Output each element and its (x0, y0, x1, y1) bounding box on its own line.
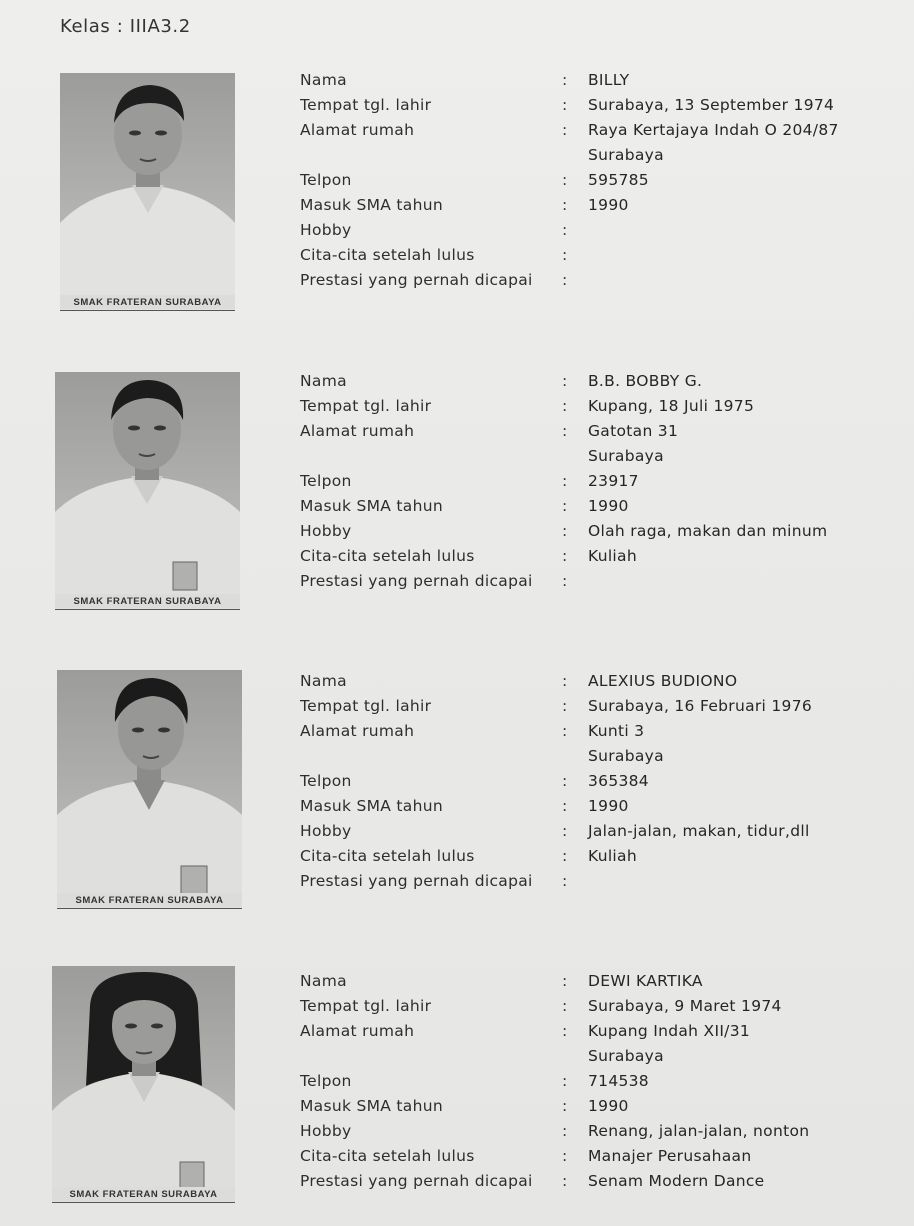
value-prestasi: Senam Modern Dance (588, 1172, 765, 1190)
value-ttl: Surabaya, 13 September 1974 (588, 96, 835, 114)
colon: : (562, 522, 568, 540)
row-cita (300, 243, 900, 268)
row-alamat-cont (300, 1044, 900, 1069)
colon: : (562, 372, 568, 390)
row-hobby (300, 218, 900, 243)
label-prestasi: Prestasi yang pernah dicapai (300, 872, 533, 890)
colon: : (562, 997, 568, 1015)
colon: : (562, 497, 568, 515)
value-hobby: Renang, jalan-jalan, nonton (588, 1122, 810, 1140)
value-masuk: 1990 (588, 1097, 629, 1115)
student-photo (52, 966, 235, 1203)
value-masuk: 1990 (588, 797, 629, 815)
colon: : (562, 847, 568, 865)
colon: : (562, 872, 568, 890)
colon: : (562, 1147, 568, 1165)
label-hobby: Hobby (300, 822, 352, 840)
label-ttl: Tempat tgl. lahir (300, 96, 432, 114)
value-alamat-line2: Surabaya (588, 146, 664, 164)
row-nama (300, 68, 900, 93)
row-masuk (300, 794, 900, 819)
label-nama: Nama (300, 672, 347, 690)
class-heading (60, 16, 191, 37)
row-prestasi (300, 569, 900, 594)
label-prestasi: Prestasi yang pernah dicapai (300, 271, 533, 289)
row-ttl (300, 93, 900, 118)
student-entry-4 (0, 969, 914, 1219)
student-details (300, 969, 900, 1194)
value-telpon: 365384 (588, 772, 649, 790)
row-alamat-cont (300, 444, 900, 469)
student-entry-1 (0, 68, 914, 318)
colon: : (562, 246, 568, 264)
row-hobby (300, 519, 900, 544)
photo-caption: SMAK FRATERAN SURABAYA (52, 1187, 235, 1201)
row-alamat-cont (300, 744, 900, 769)
colon: : (562, 96, 568, 114)
colon: : (562, 1122, 568, 1140)
row-masuk (300, 1094, 900, 1119)
label-hobby: Hobby (300, 1122, 352, 1140)
value-telpon: 23917 (588, 472, 639, 490)
photo-caption: SMAK FRATERAN SURABAYA (57, 893, 242, 907)
student-details (300, 369, 900, 594)
colon: : (562, 171, 568, 189)
colon: : (562, 472, 568, 490)
value-ttl: Kupang, 18 Juli 1975 (588, 397, 755, 415)
colon: : (562, 972, 568, 990)
value-hobby: Jalan-jalan, makan, tidur,dll (588, 822, 810, 840)
value-ttl: Surabaya, 9 Maret 1974 (588, 997, 782, 1015)
student-photo (60, 73, 235, 311)
row-nama (300, 369, 900, 394)
row-nama (300, 669, 900, 694)
value-cita: Kuliah (588, 847, 637, 865)
value-alamat-line1: Raya Kertajaya Indah O 204/87 (588, 121, 839, 139)
row-cita (300, 844, 900, 869)
student-details (300, 68, 900, 293)
row-cita (300, 544, 900, 569)
photo-caption: SMAK FRATERAN SURABAYA (60, 295, 235, 309)
label-alamat: Alamat rumah (300, 1022, 415, 1040)
colon: : (562, 71, 568, 89)
colon: : (562, 572, 568, 590)
row-ttl (300, 994, 900, 1019)
row-masuk (300, 193, 900, 218)
label-telpon: Telpon (300, 1072, 352, 1090)
value-nama: B.B. BOBBY G. (588, 372, 703, 390)
row-prestasi (300, 268, 900, 293)
colon: : (562, 1022, 568, 1040)
value-telpon: 595785 (588, 171, 649, 189)
row-alamat (300, 118, 900, 143)
row-telpon (300, 469, 900, 494)
class-value: IIIA3.2 (129, 16, 191, 37)
label-cita: Cita-cita setelah lulus (300, 1147, 475, 1165)
student-details (300, 669, 900, 894)
value-alamat-line2: Surabaya (588, 747, 664, 765)
value-alamat-line1: Kunti 3 (588, 722, 645, 740)
label-prestasi: Prestasi yang pernah dicapai (300, 1172, 533, 1190)
photo-caption: SMAK FRATERAN SURABAYA (55, 594, 240, 608)
row-telpon (300, 168, 900, 193)
row-prestasi (300, 869, 900, 894)
label-nama: Nama (300, 372, 347, 390)
label-cita: Cita-cita setelah lulus (300, 547, 475, 565)
value-hobby: Olah raga, makan dan minum (588, 522, 828, 540)
colon: : (562, 271, 568, 289)
label-prestasi: Prestasi yang pernah dicapai (300, 572, 533, 590)
value-alamat-line2: Surabaya (588, 1047, 664, 1065)
value-alamat-line1: Kupang Indah XII/31 (588, 1022, 751, 1040)
student-photo (57, 670, 242, 909)
student-entry-2 (0, 369, 914, 619)
colon: : (562, 722, 568, 740)
label-telpon: Telpon (300, 772, 352, 790)
colon: : (562, 1072, 568, 1090)
row-alamat-cont (300, 143, 900, 168)
colon: : (562, 797, 568, 815)
row-masuk (300, 494, 900, 519)
label-hobby: Hobby (300, 522, 352, 540)
colon: : (562, 672, 568, 690)
colon: : (562, 822, 568, 840)
row-telpon (300, 769, 900, 794)
row-alamat (300, 419, 900, 444)
value-nama: DEWI KARTIKA (588, 972, 703, 990)
student-entry-3 (0, 669, 914, 919)
colon: : (562, 221, 568, 239)
row-hobby (300, 1119, 900, 1144)
label-cita: Cita-cita setelah lulus (300, 847, 475, 865)
row-ttl (300, 694, 900, 719)
row-hobby (300, 819, 900, 844)
label-alamat: Alamat rumah (300, 722, 415, 740)
colon: : (562, 697, 568, 715)
label-telpon: Telpon (300, 472, 352, 490)
value-cita: Kuliah (588, 547, 637, 565)
label-nama: Nama (300, 972, 347, 990)
value-nama: BILLY (588, 71, 630, 89)
label-cita: Cita-cita setelah lulus (300, 246, 475, 264)
label-ttl: Tempat tgl. lahir (300, 397, 432, 415)
label-masuk: Masuk SMA tahun (300, 797, 443, 815)
row-cita (300, 1144, 900, 1169)
value-telpon: 714538 (588, 1072, 649, 1090)
value-masuk: 1990 (588, 497, 629, 515)
label-hobby: Hobby (300, 221, 352, 239)
row-prestasi (300, 1169, 900, 1194)
row-telpon (300, 1069, 900, 1094)
value-nama: ALEXIUS BUDIONO (588, 672, 738, 690)
label-masuk: Masuk SMA tahun (300, 196, 443, 214)
colon: : (562, 196, 568, 214)
value-ttl: Surabaya, 16 Februari 1976 (588, 697, 813, 715)
label-alamat: Alamat rumah (300, 121, 415, 139)
value-alamat-line1: Gatotan 31 (588, 422, 679, 440)
colon: : (562, 1172, 568, 1190)
row-ttl (300, 394, 900, 419)
label-masuk: Masuk SMA tahun (300, 1097, 443, 1115)
label-masuk: Masuk SMA tahun (300, 497, 443, 515)
colon: : (562, 772, 568, 790)
colon: : (562, 121, 568, 139)
value-alamat-line2: Surabaya (588, 447, 664, 465)
label-alamat: Alamat rumah (300, 422, 415, 440)
colon: : (562, 1097, 568, 1115)
row-nama (300, 969, 900, 994)
row-alamat (300, 719, 900, 744)
label-ttl: Tempat tgl. lahir (300, 997, 432, 1015)
value-cita: Manajer Perusahaan (588, 1147, 752, 1165)
row-alamat (300, 1019, 900, 1044)
value-masuk: 1990 (588, 196, 629, 214)
label-telpon: Telpon (300, 171, 352, 189)
label-nama: Nama (300, 71, 347, 89)
colon: : (562, 547, 568, 565)
label-ttl: Tempat tgl. lahir (300, 697, 432, 715)
colon: : (562, 422, 568, 440)
class-label: Kelas : (60, 16, 124, 37)
colon: : (562, 397, 568, 415)
student-photo (55, 372, 240, 610)
